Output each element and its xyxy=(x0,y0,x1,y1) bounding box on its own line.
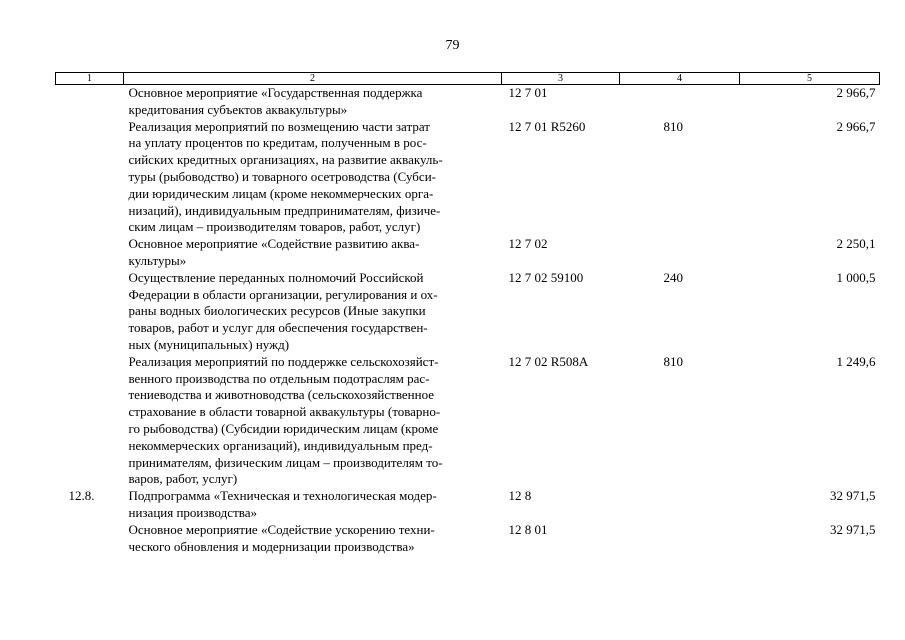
row-name xyxy=(124,522,502,556)
row-name-line: Осуществление переданных полномочий Российской xyxy=(128,269,424,285)
row-number xyxy=(56,270,124,354)
row-name-line: Основное мероприятие «Содействие ускорению техни- xyxy=(128,521,435,537)
row-expense-type: 240 xyxy=(663,269,683,285)
row-name-line: товаров, работ и услуг для обеспечения государствен- xyxy=(128,320,428,336)
table-body xyxy=(56,85,880,556)
table-row xyxy=(56,119,880,237)
row-name-line: венного производства по отдельным подотраслям рас- xyxy=(128,370,430,386)
row-sum: 2 250,1 xyxy=(836,236,876,252)
page-number: 79 xyxy=(445,38,460,53)
row-code: 12 7 01 xyxy=(508,85,548,100)
row-name xyxy=(124,119,502,237)
row-sum: 1 249,6 xyxy=(836,353,876,369)
row-sum: 32 971,5 xyxy=(830,521,876,537)
table-header xyxy=(56,73,880,85)
row-name-line: культуры» xyxy=(128,252,187,268)
row-number: 12.8. xyxy=(68,488,95,504)
row-sum: 32 971,5 xyxy=(830,488,876,504)
row-number xyxy=(56,85,124,119)
row-name-line: тениеводства и животноводства (сельскохозяйственное xyxy=(128,387,434,403)
row-name-line: туры (рыбоводство) и товарного осетроводства (Субси- xyxy=(128,168,436,184)
row-name-line: некоммерческих организаций), индивидуальным пред- xyxy=(128,437,433,453)
table-row xyxy=(56,270,880,354)
row-name-line: Федерации в области организации, регулирования и ох- xyxy=(128,286,438,302)
row-name-line: сийских кредитных организациях, на развитие аквакуль- xyxy=(128,152,443,168)
row-expense-type xyxy=(620,85,740,119)
row-number xyxy=(56,236,124,270)
row-code: 12 8 01 xyxy=(508,521,548,537)
row-name-line: страхование в области товарной аквакультуры (товарно- xyxy=(128,404,441,420)
header-col-4: 4 xyxy=(620,73,740,85)
row-name xyxy=(124,354,502,488)
row-code: 12 7 02 59100 xyxy=(508,269,584,285)
row-name-line: варов, работ, услуг) xyxy=(128,471,238,487)
header-row xyxy=(56,73,880,85)
row-name-line: Основное мероприятие «Государственная поддержка xyxy=(128,85,423,100)
row-expense-type xyxy=(620,488,740,522)
row-code: 12 7 02 R508A xyxy=(508,353,589,369)
row-name-line: дии юридическим лицам (кроме некоммерческих орга- xyxy=(128,185,434,201)
row-expense-type: 810 xyxy=(663,353,683,369)
row-name xyxy=(124,236,502,270)
table-row xyxy=(56,85,880,119)
row-sum: 2 966,7 xyxy=(836,118,876,134)
table-row xyxy=(56,488,880,522)
row-number xyxy=(56,522,124,556)
row-name-line: принимателям, физическим лицам – производителям то- xyxy=(128,454,443,470)
row-code: 12 7 02 xyxy=(508,236,548,252)
table-row xyxy=(56,522,880,556)
row-name-line: раны водных биологических ресурсов (Иные закупки xyxy=(128,303,426,319)
row-expense-type xyxy=(620,236,740,270)
row-name-line: кредитования субъектов аквакультуры» xyxy=(128,101,348,117)
row-name xyxy=(124,488,502,522)
row-code: 12 8 xyxy=(508,488,532,504)
header-col-2: 2 xyxy=(124,73,502,85)
row-name-line: го рыбоводства) (Субсидии юридическим лицам (кроме xyxy=(128,420,439,436)
table-row xyxy=(56,236,880,270)
row-name-line: Реализация мероприятий по поддержке сельскохозяйст- xyxy=(128,353,439,369)
row-name-line: низаций), индивидуальным предпринимателям, физиче- xyxy=(128,202,441,218)
header-col-1: 1 xyxy=(56,73,124,85)
row-sum: 2 966,7 xyxy=(836,85,876,100)
row-name-line: Основное мероприятие «Содействие развитию аква- xyxy=(128,236,420,252)
row-name xyxy=(124,270,502,354)
row-name-line: ческого обновления и модернизации производства» xyxy=(128,538,415,554)
row-name xyxy=(124,85,502,119)
header-col-3: 3 xyxy=(502,73,620,85)
row-name-line: Подпрограмма «Техническая и технологическая модер- xyxy=(128,488,437,504)
header-col-5: 5 xyxy=(740,73,880,85)
row-name-line: ных (муниципальных) нужд) xyxy=(128,336,290,352)
row-number xyxy=(56,354,124,488)
row-name-line: низация производства» xyxy=(128,504,257,520)
row-name-line: ским лицам – производителям товаров, работ, услуг) xyxy=(128,219,421,235)
table-row xyxy=(56,354,880,488)
row-expense-type xyxy=(620,522,740,556)
row-name-line: на уплату процентов по кредитам, полученным в рос- xyxy=(128,135,427,151)
row-sum: 1 000,5 xyxy=(836,269,876,285)
row-name-line: Реализация мероприятий по возмещению части затрат xyxy=(128,118,430,134)
row-number xyxy=(56,119,124,237)
row-expense-type: 810 xyxy=(663,118,683,134)
row-code: 12 7 01 R5260 xyxy=(508,118,586,134)
budget-table xyxy=(55,72,880,555)
